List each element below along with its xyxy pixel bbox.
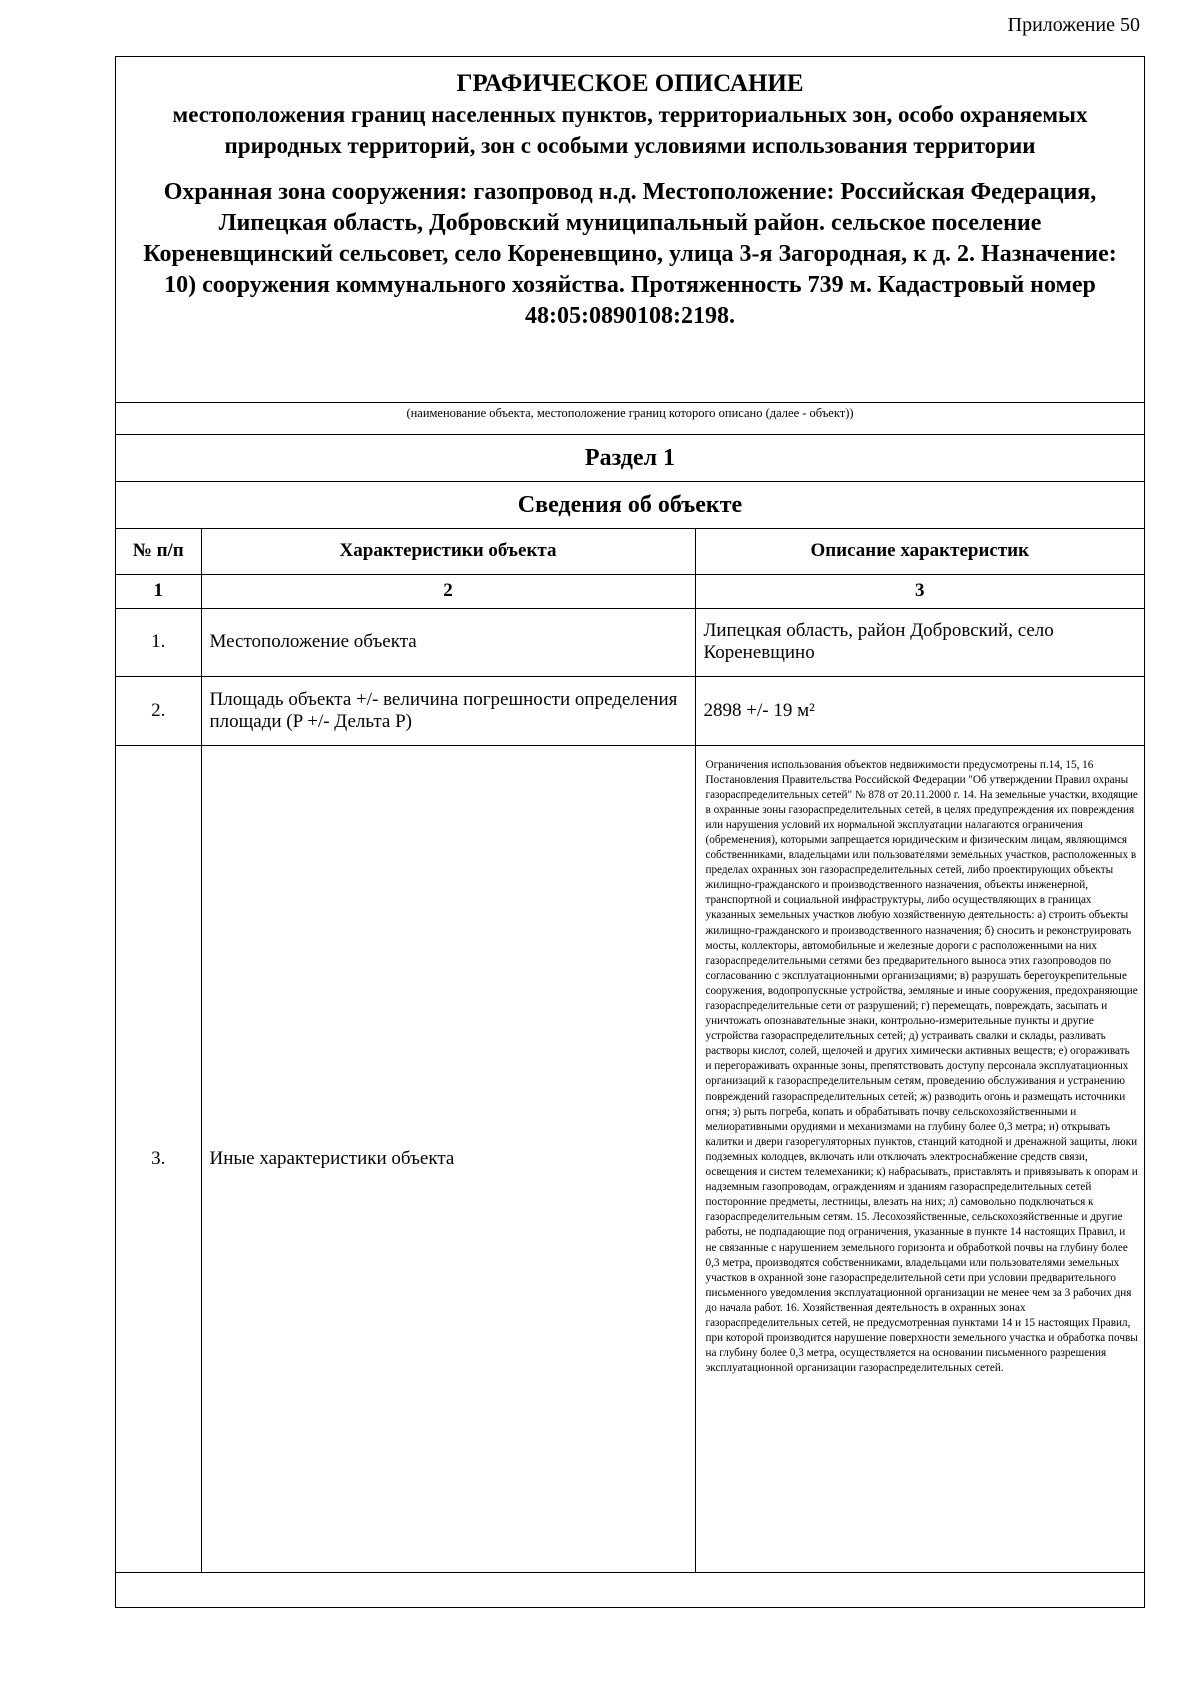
- header-cell-num: № п/п: [116, 529, 201, 574]
- object-info-table: [116, 529, 1144, 1602]
- document-subtitle: местоположения границ населенных пунктов, территориальных зон, особо охраняемых природных территорий, зон с особыми условиями использования территории: [172, 102, 1088, 158]
- object-name: Охранная зона сооружения: газопровод н.д. Местоположение: Российская Федерация, Липецкая область, Добровский муниципальный район. сельское поселение Кореневщинский сельсовет, село Кореневщино, улица 3-я Загородная, к д. 2. Назначение: 10) сооружения коммунального хозяйства. Протяженность 739 м. Кадастровый номер 48:05:0890108:2198.: [143, 179, 1117, 329]
- section-title: Раздел 1: [116, 435, 1144, 482]
- row-description: 2898 +/- 19 м²: [695, 676, 1144, 745]
- table-row: [116, 745, 1144, 1572]
- column-number-row: [116, 574, 1144, 608]
- row-number: 1.: [116, 608, 201, 676]
- row-characteristic: Местоположение объекта: [201, 608, 695, 676]
- header-cell-characteristic: Характеристики объекта: [201, 529, 695, 574]
- table-header-row: [116, 529, 1144, 574]
- row-number: 2.: [116, 676, 201, 745]
- column-number: 2: [201, 574, 695, 608]
- table-row: [116, 608, 1144, 676]
- row-characteristic: Площадь объекта +/- величина погрешности определения площади (P +/- Дельта P): [201, 676, 695, 745]
- row-number: 3.: [116, 745, 201, 1572]
- blank-cell: [116, 1572, 1144, 1602]
- document-header: [116, 57, 1144, 403]
- column-number: 3: [695, 574, 1144, 608]
- table-row: [116, 676, 1144, 745]
- row-characteristic: Иные характеристики объекта: [201, 745, 695, 1572]
- header-cell-description: Описание характеристик: [695, 529, 1144, 574]
- section-subtitle: Сведения об объекте: [116, 482, 1144, 529]
- object-caption: (наименование объекта, местоположение границ которого описано (далее - объект)): [116, 403, 1144, 435]
- row-description: Липецкая область, район Добровский, село Кореневщино: [695, 608, 1144, 676]
- blank-row: [116, 1572, 1144, 1602]
- row-description: Ограничения использования объектов недвижимости предусмотрены п.14, 15, 16 Постановления Правительства Российской Федерации "Об утверждении Правил охраны газораспределительных сетей" № 878 от 20.11.2000 г. 14. На земельные участки, входящие в охранные зоны газораспределительных сетей, в целях предупреждения их повреждения или нарушения условий их нормальной эксплуатации налагаются ограничения (обременения), которыми запрещается юридическим и физическим лицам, являющимся собственниками, владельцами или пользователями земельных участков, расположенных в пределах охранных зон газораспределительных сетей, либо проектирующих объекты жилищно-гражданского и производственного назначения, объекты инженерной, транспортной и социальной инфраструктуры, либо осуществляющих в границах указанных земельных участков любую хозяйственную деятельность: а) строить объекты жилищно-гражданского и производственного назначения; б) сносить и реконструировать мосты, коллекторы, автомобильные и железные дороги с расположенными на них газораспределительными сетями без предварительного выноса этих газопроводов по согласованию с эксплуатационными организациями; в) разрушать берегоукрепительные сооружения, водопропускные устройства, земляные и иные сооружения, предохраняющие газораспределительные сети от разрушений; г) перемещать, повреждать, засыпать и уничтожать опознавательные знаки, контрольно-измерительные пункты и другие устройства газораспределительных сетей; д) устраивать свалки и склады, разливать растворы кислот, солей, щелочей и других химически активных веществ; е) огораживать и перегораживать охранные зоны, препятствовать доступу персонала эксплуатационных организаций к газораспределительным сетям, проведению обслуживания и устранению повреждений газораспределительных сетей; ж) разводить огонь и размещать источники огня; з) рыть погреба, копать и обрабатывать почву сельскохозяйственными и мелиоративными орудиями и механизмами на глубину более 0,3 метра; и) открывать калитки и двери газорегуляторных пунктов, станций катодной и дренажной защиты, люки подземных колодцев, включать или отключать электроснабжение средств связи, освещения и систем телемеханики; к) набрасывать, приставлять и привязывать к опорам и надземным газопроводам, ограждениям и зданиям газораспределительных сетей посторонние предметы, лестницы, влезать на них; л) самовольно подключаться к газораспределительным сетям. 15. Лесохозяйственные, сельскохозяйственные и другие работы, не подпадающие под ограничения, указанные в пункте 14 настоящих Правил, и не связанные с нарушением земельного горизонта и обработкой почвы на глубину более 0,3 метра, производятся собственниками, владельцами или пользователями земельных участков в охранной зоне газораспределительной сети при условии предварительного письменного уведомления эксплуатационной организации не менее чем за 3 рабочих дня до начала работ. 16. Хозяйственная деятельность в охранных зонах газораспределительных сетей, не предусмотренная пунктами 14 и 15 настоящих Правил, при которой производится нарушение поверхности земельного участка и обработка почвы на глубину более 0,3 метра, осуществляется на основании письменного разрешения эксплуатационной организации газораспределительных сетей.: [695, 745, 1144, 1572]
- document-title: ГРАФИЧЕСКОЕ ОПИСАНИЕ: [456, 70, 804, 97]
- document-frame: [115, 56, 1145, 1608]
- column-number: 1: [116, 574, 201, 608]
- appendix-label: Приложение 50: [1007, 14, 1140, 36]
